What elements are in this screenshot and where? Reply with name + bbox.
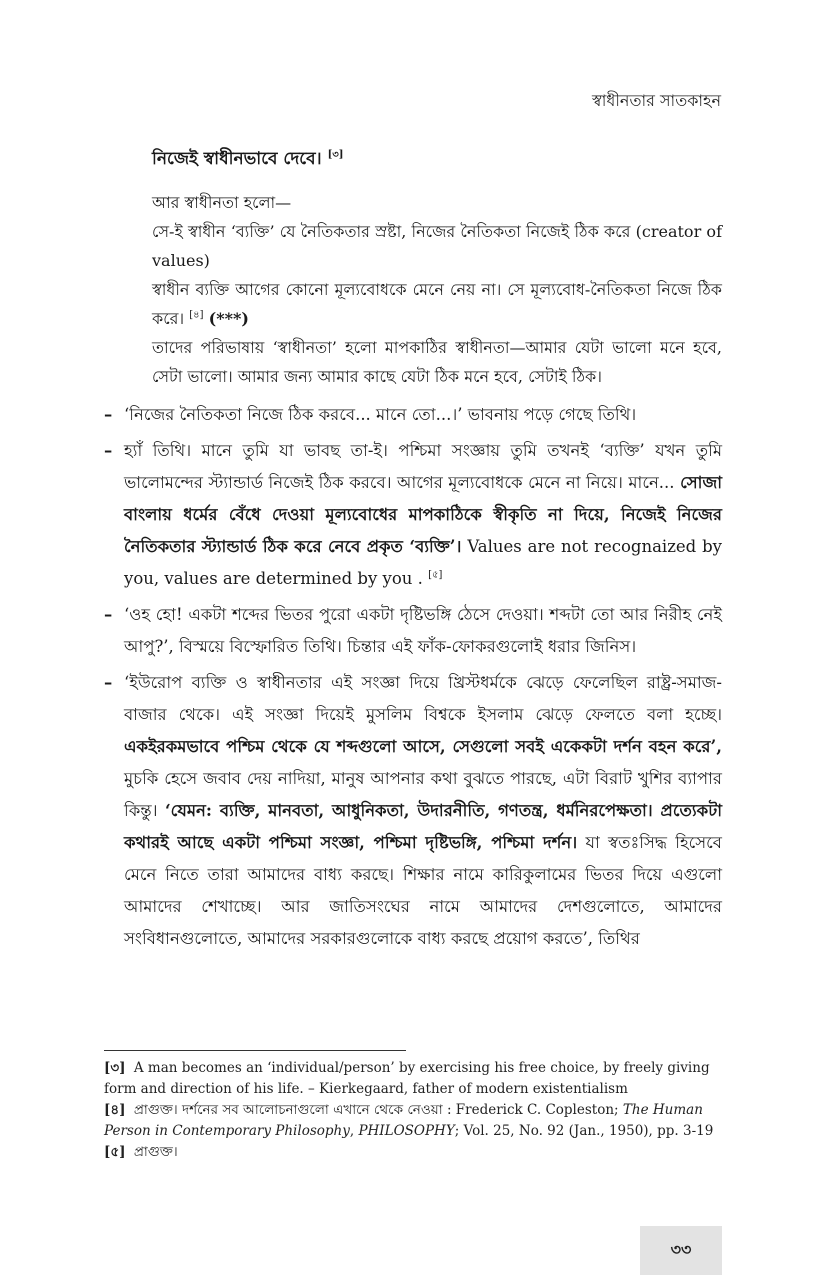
footnote-number: [৩] [104,1060,126,1076]
footnote-number: [৫] [104,1144,126,1160]
main-text [104,140,722,955]
definition-block [104,188,722,391]
footnote-text: A man becomes an ‘individual/person’ by exercising his free choice, by freely giving form and direction of his life. – Kierkegaard, father of modern existentialism [104,1060,710,1097]
footnote-number: [৪] [104,1102,126,1118]
running-header: স্বাধীনতার সাতকাহন [591,91,721,110]
footnote-text: প্রাগুক্ত। [133,1144,178,1160]
paragraph-3-text: ‘ওহ হো! একটা শব্দের ভিতর পুরো একটা দৃষ্টিভঙ্গি ঠেসে দেওয়া। শব্দটা তো আর নিরীহ নেই আপু?’, বিস্ময়ে বিস্ফোরিত তিথি। চিন্তার এই ফাঁক-ফোকরগুলোই ধরার জিনিস। [124,605,722,656]
footnote-separator: , [349,1123,355,1139]
lead-text: নিজেই স্বাধীনভাবে দেবে। [152,149,322,169]
dialogue-paragraph-1 [104,399,722,431]
footnote-journal: PHILOSOPHY [358,1123,455,1139]
footnote-4 [104,1100,722,1142]
block-line-4: তাদের পরিভাষায় ‘স্বাধীনতা’ হলো মাপকাঠির স্বাধীনতা—আমার যেটা ভালো মনে হবে, সেটা ভালো। আমার জন্য আমার কাছে যেটা ঠিক মনে হবে, সেটাই ঠিক। [152,338,722,386]
block-line-3-text: স্বাধীন ব্যক্তি আগের কোনো মূল্যবোধকে মেনে নেয় না। সে মূল্যবোধ-নৈতিকতা নিজে ঠিক করে। [152,280,722,328]
footnote-ref-3[interactable]: [৩] [327,149,344,161]
block-line-3-mark: (***) [208,309,249,328]
paragraph-2-english: Values are not recognaized by you, values are determined by you . [124,537,722,588]
dialogue-paragraph-2 [104,435,722,595]
paragraph-4-text-a: ‘ইউরোপ ব্যক্তি ও স্বাধীনতার এই সংজ্ঞা দিয়ে খ্রিস্টধর্মকে ঝেড়ে ফেলেছিল রাষ্ট্র-সমাজ-বাজার থেকে। এই সংজ্ঞা দিয়েই মুসলিম বিশ্বকে ইসলাম ঝেড়ে ফেলতে বলা হচ্ছে। [124,673,722,724]
footnote-5 [104,1142,722,1163]
footnote-3 [104,1058,722,1100]
dialogue-paragraph-4 [104,667,722,955]
page-number: ৩৩ [640,1226,722,1275]
footnote-book-title: The Human Person in Contemporary Philosophy [104,1102,703,1139]
paragraph-2-bold: সোজা বাংলায় ধর্মের বেঁধে দেওয়া মূল্যবোধের মাপকাঠিকে স্বীকৃতি না দিয়ে, নিজেই নিজের নৈতিকতার স্ট্যান্ডার্ড ঠিক করে নেবে প্রকৃত ‘ব্যক্তি’। [124,473,722,556]
block-line-2: সে-ই স্বাধীন ‘ব্যক্তি’ যে নৈতিকতার স্রষ্টা, নিজের নৈতিকতা নিজেই ঠিক করে (creator of values) [152,222,722,270]
block-line-1: আর স্বাধীনতা হলো— [152,193,292,212]
dash-marker: – [104,605,113,624]
paragraph-4-text-b: মুচকি হেসে জবাব দেয় নাদিয়া, মানুষ আপনার কথা বুঝতে পারছে, এটা বিরাট খুশির ব্যাপার কিন্তু। [124,769,722,820]
dash-marker: – [104,673,113,692]
paragraph-4-text-c: যা স্বতঃসিদ্ধ হিসেবে মেনে নিতে তারা আমাদের বাধ্য করছে। শিক্ষার নামে কারিকুলামের ভিতর দিয়ে এগুলো আমাদের শেখাচ্ছে। আর জাতিসংঘের নামে আমাদের দেশগুলোতে, আমাদের সংবিধানগুলোতে, আমাদের সরকারগুলোকে বাধ্য করছে প্রয়োগ করতে’, তিথির [124,833,722,948]
dash-marker: – [104,405,113,424]
dash-marker: – [104,441,113,460]
paragraph-4-bold-a: একইরকমভাবে পশ্চিম থেকে যে শব্দগুলো আসে, সেগুলো সবই একেকটা দর্শন বহন করে’, [124,737,722,756]
footnote-ref-4[interactable]: [৪] [189,309,204,321]
paragraph-4-bold-b: ‘যেমন: ব্যক্তি, মানবতা, আধুনিকতা, উদারনীতি, গণতন্ত্র, ধর্মনিরপেক্ষতা। প্রত্যেকটা কথারই আছে একটা পশ্চিমা সংজ্ঞা, পশ্চিমা দৃষ্টিভঙ্গি, পশ্চিমা দর্শন। [124,801,722,852]
footnote-divider [104,1050,406,1051]
footnotes [104,1058,722,1163]
dialogue-paragraph-3 [104,599,722,663]
footnote-text: প্রাগুক্ত। দর্শনের সব আলোচনাগুলো এখানে থেকে নেওয়া : Frederick C. Copleston; [133,1102,619,1118]
paragraph-2-text: হ্যাঁ তিথি। মানে তুমি যা ভাবছ তা-ই। পশ্চিমা সংজ্ঞায় তুমি তখনই ‘ব্যক্তি’ যখন তুমি ভালোমন্দের স্ট্যান্ডার্ড নিজেই ঠিক করবে। আগের মূল্যবোধকে মেনে না নিয়ে। মানে... [124,441,722,492]
footnote-citation: ; Vol. 25, No. 92 (Jan., 1950), pp. 3-19 [454,1123,714,1139]
paragraph-1-text: ‘নিজের নৈতিকতা নিজে ঠিক করবে... মানে তো...।’ ভাবনায় পড়ে গেছে তিথি। [124,405,637,424]
block-line-3 [152,275,722,333]
lead-line [152,146,722,174]
footnote-ref-5[interactable]: [৫] [428,569,443,581]
